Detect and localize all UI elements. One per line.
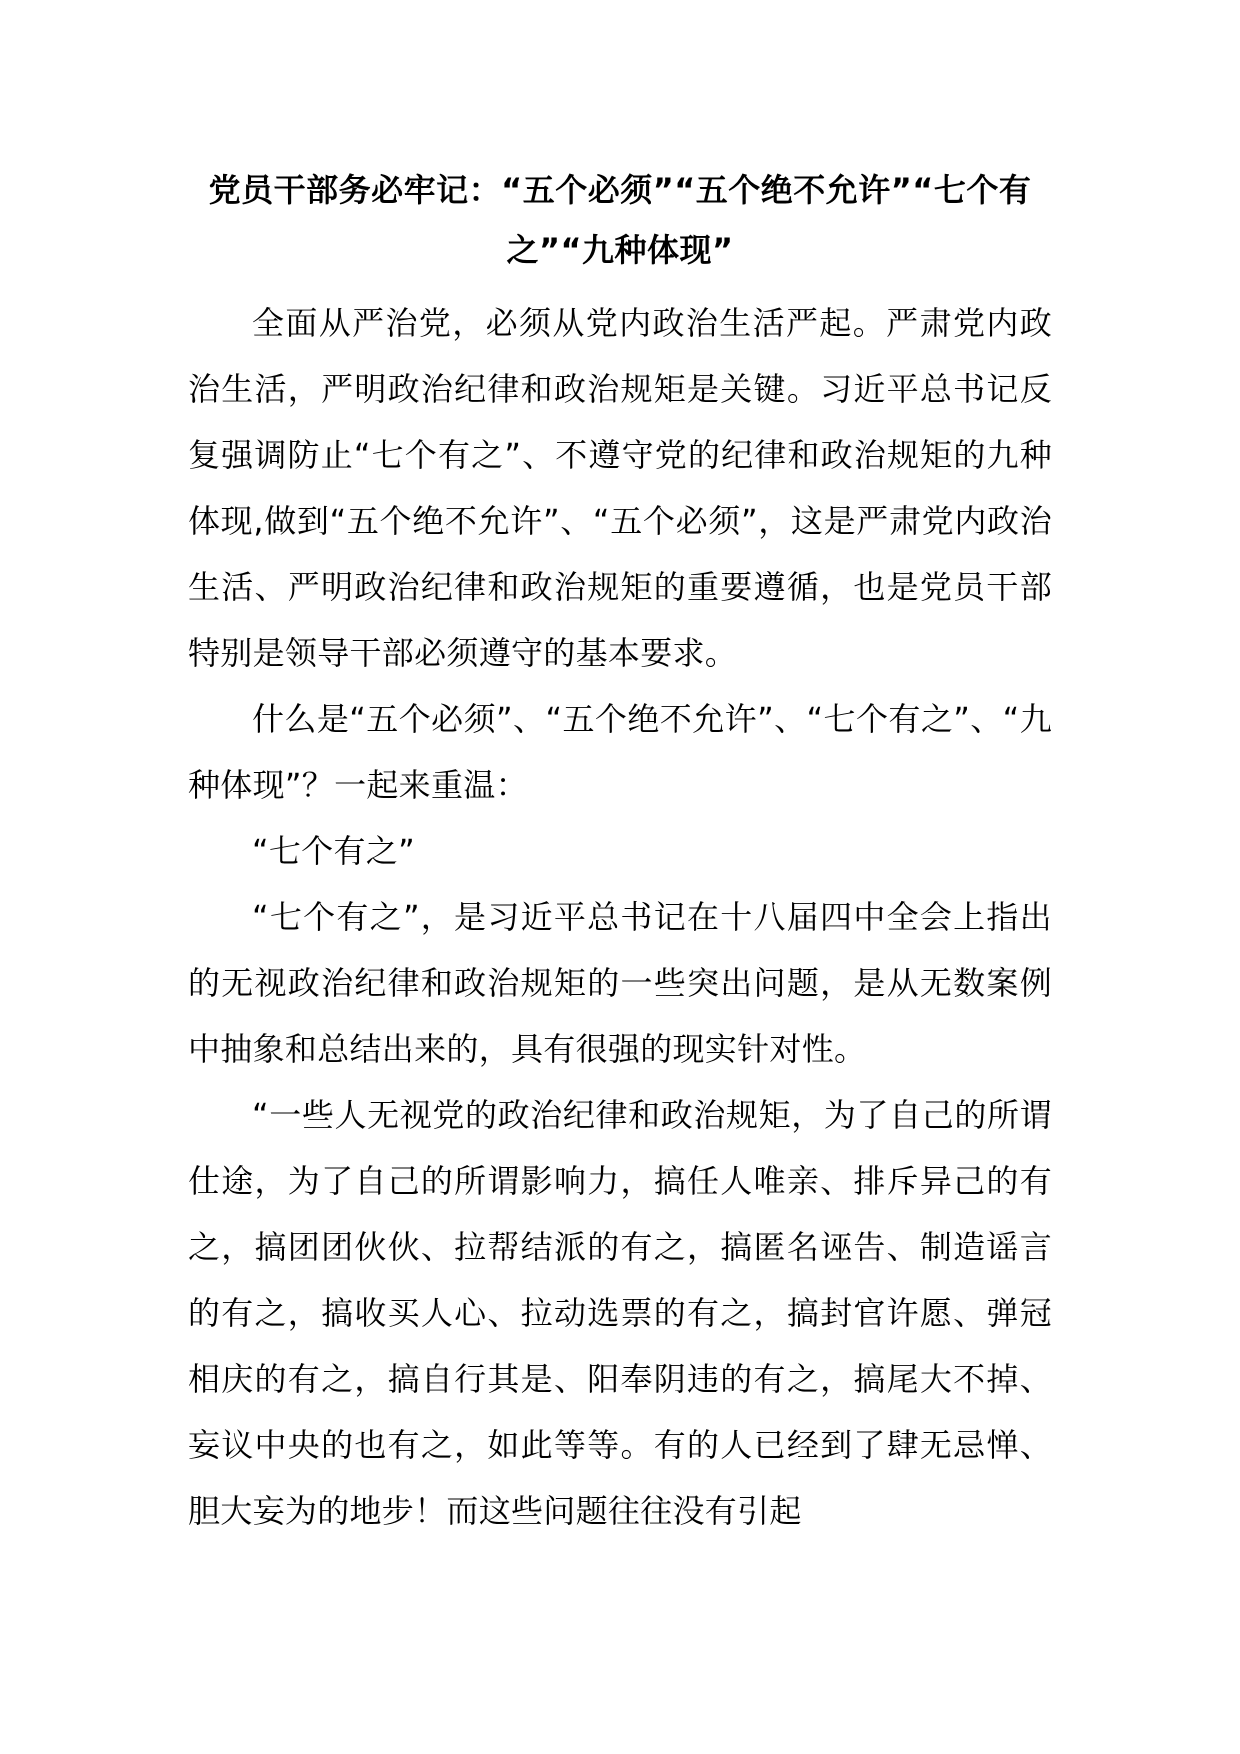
paragraph-question: 什么是“五个必须”、“五个绝不允许”、“七个有之”、“九种体现”？一起来重温： [188, 700, 1052, 804]
paragraph-qige-youzhi-definition: “七个有之”，是习近平总书记在十八届四中全会上指出的无视政治纪律和政治规矩的一些突出问题，是从无数案例中抽象和总结出来的，具有很强的现实针对性。 [188, 898, 1052, 1068]
document-body [188, 160, 1052, 1544]
section-heading-qige-youzhi: “七个有之” [252, 832, 415, 870]
document-title: 党员干部务必牢记：“五个必须”“五个绝不允许”“七个有之”“九种体现” [208, 171, 1032, 269]
paragraph-intro: 全面从严治党，必须从党内政治生活严起。严肃党内政治生活，严明政治纪律和政治规矩是关键。习近平总书记反复强调防止“七个有之”、不遵守党的纪律和政治规矩的九种体现,做到“五个绝不允许”、“五个必须”，这是严肃党内政治生活、严明政治纪律和政治规矩的重要遵循，也是党员干部特别是领导干部必须遵守的基本要求。 [188, 304, 1052, 672]
paragraph-quote: “一些人无视党的政治纪律和政治规矩，为了自己的所谓仕途，为了自己的所谓影响力，搞任人唯亲、排斥异己的有之，搞团团伙伙、拉帮结派的有之，搞匿名诬告、制造谣言的有之，搞收买人心、拉动选票的有之，搞封官许愿、弹冠相庆的有之，搞自行其是、阳奉阴违的有之，搞尾大不掉、妄议中央的也有之，如此等等。有的人已经到了肆无忌惮、胆大妄为的地步！而这些问题往往没有引起 [188, 1096, 1052, 1530]
